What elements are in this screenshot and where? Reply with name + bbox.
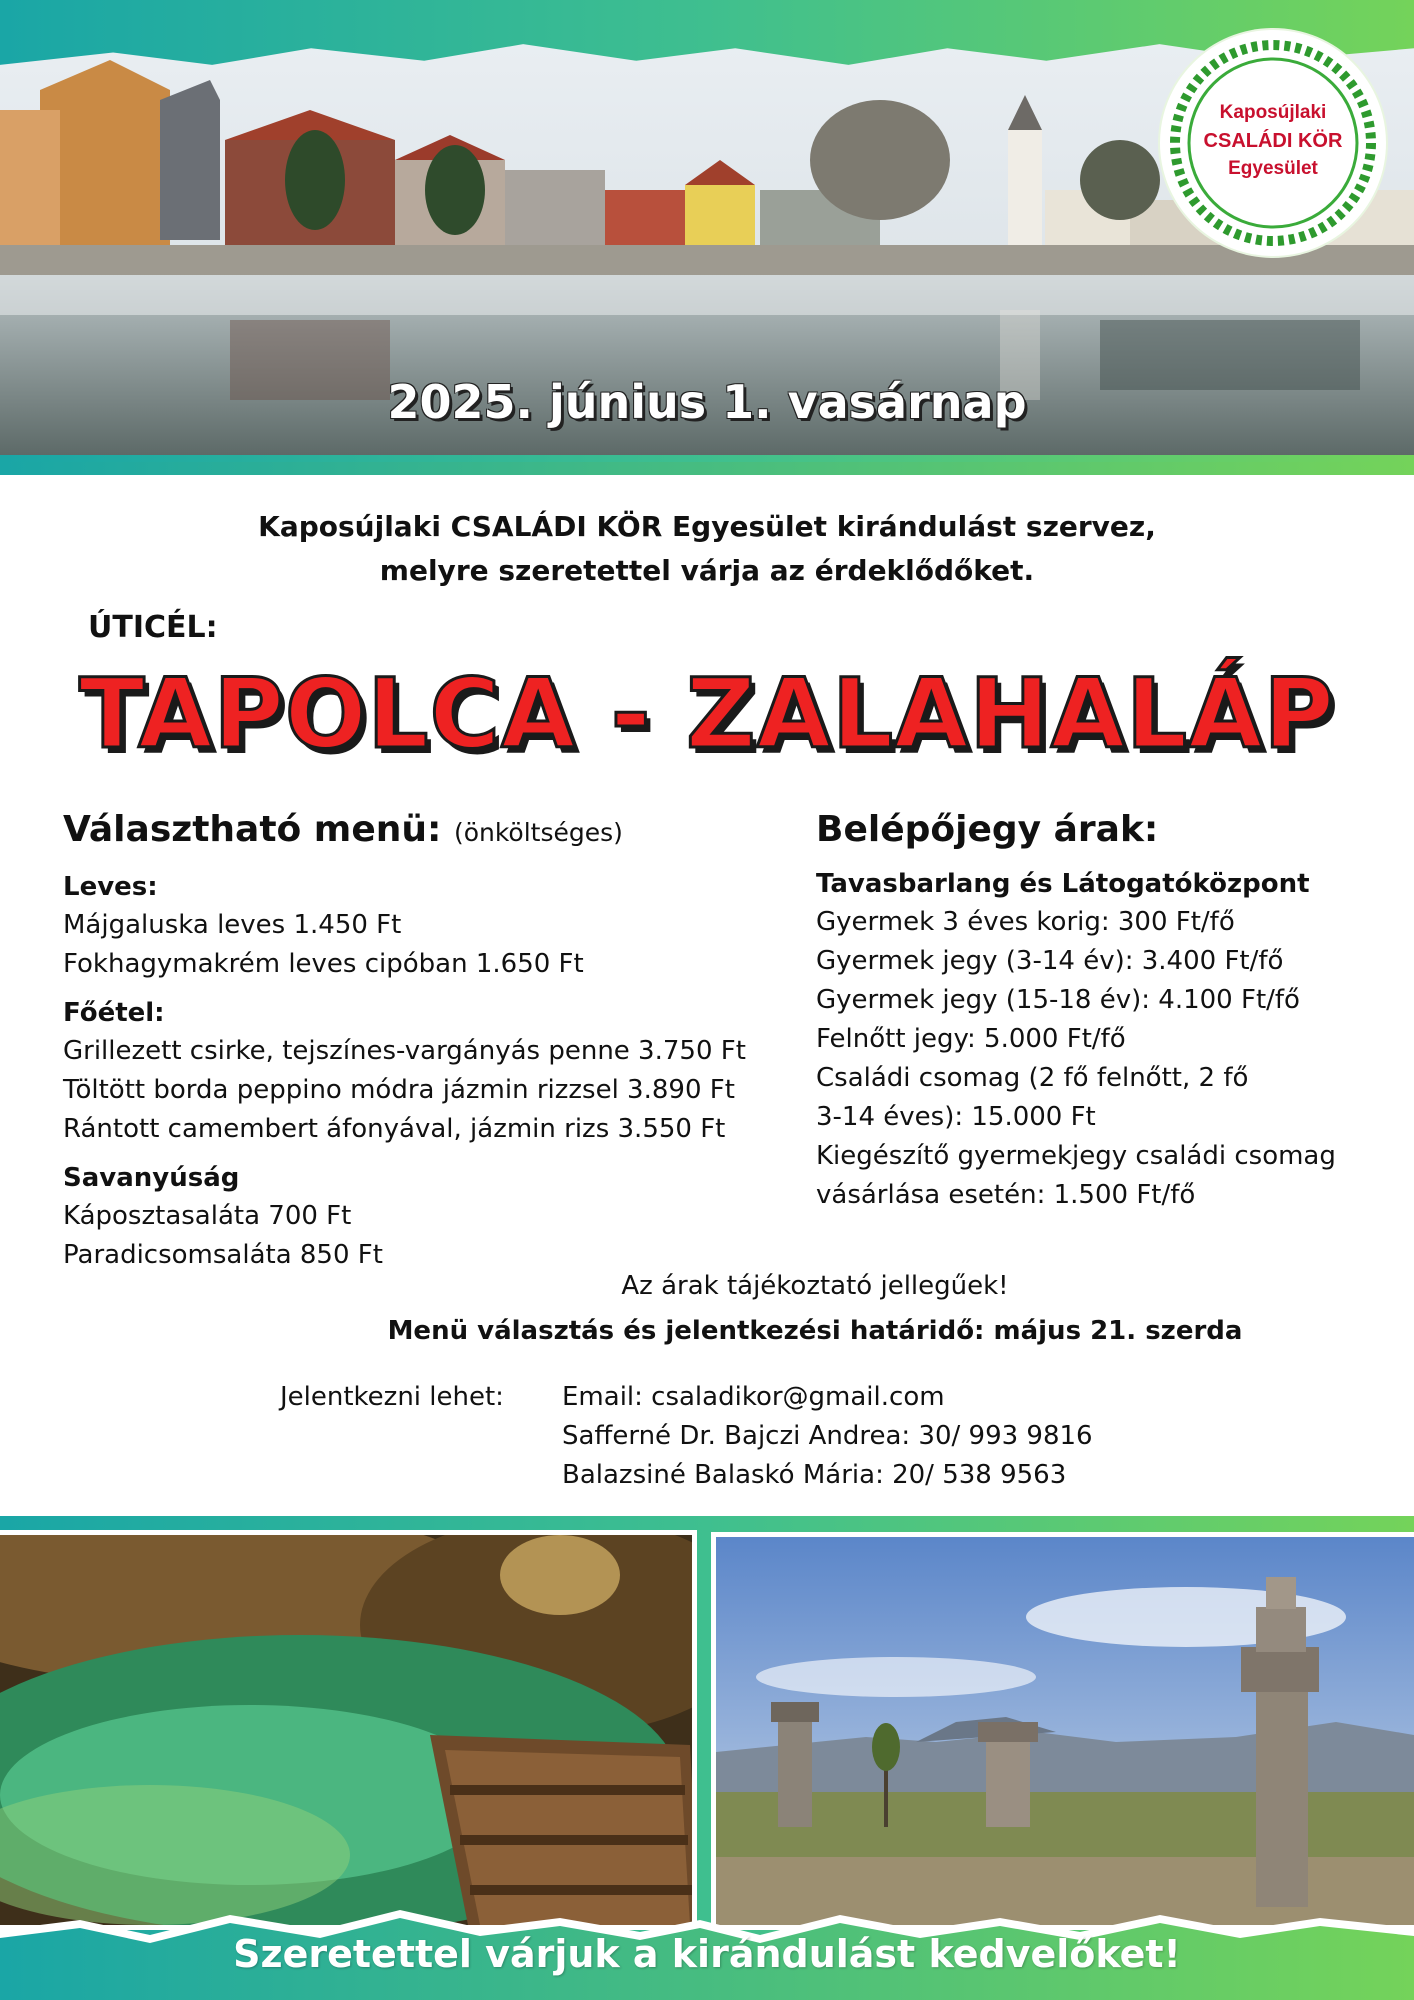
photo-zalahalap-stone-sculptures bbox=[711, 1532, 1414, 1930]
menu-group-salad bbox=[63, 1159, 783, 1275]
ticket-prices-section bbox=[816, 805, 1376, 1215]
menu-group-title: Leves: bbox=[63, 872, 158, 902]
menu-title bbox=[63, 805, 783, 858]
ticket-item: 3-14 éves): 15.000 Ft bbox=[816, 1102, 1096, 1132]
ticket-item: Gyermek jegy (15-18 év): 4.100 Ft/fő bbox=[816, 985, 1300, 1015]
destination-label: ÚTICÉL: bbox=[88, 610, 218, 645]
photo-cave-boat bbox=[0, 1530, 697, 1930]
menu-item: Fokhagymakrém leves cipóban 1.650 Ft bbox=[63, 949, 584, 979]
menu-item: Májgaluska leves 1.450 Ft bbox=[63, 910, 402, 940]
menu-item: Paradicsomsaláta 850 Ft bbox=[63, 1240, 383, 1270]
event-date: 2025. június 1. vasárnap bbox=[387, 375, 1027, 429]
destination-title: TAPOLCA - ZALAHALÁP bbox=[79, 658, 1335, 770]
contact-person-2: Balazsiné Balaskó Mária: 20/ 538 9563 bbox=[562, 1460, 1067, 1490]
ticket-item: Kiegészítő gyermekjegy családi csomag bbox=[816, 1141, 1336, 1171]
header-divider-stripe bbox=[0, 462, 1414, 475]
ticket-item: Felnőtt jegy: 5.000 Ft/fő bbox=[816, 1024, 1126, 1054]
contact-email[interactable]: Email: csaladikor@gmail.com bbox=[562, 1382, 945, 1412]
menu-item: Töltött borda peppino módra jázmin rizzsel 3.890 Ft bbox=[63, 1075, 735, 1105]
menu-group-main-course bbox=[63, 994, 783, 1149]
ticket-item: Családi csomag (2 fő felnőtt, 2 fő bbox=[816, 1063, 1249, 1093]
menu-item: Káposztasaláta 700 Ft bbox=[63, 1201, 352, 1231]
menu-group-title: Savanyúság bbox=[63, 1163, 240, 1193]
menu-group-title: Főétel: bbox=[63, 998, 165, 1028]
ticket-item: Gyermek jegy (3-14 év): 3.400 Ft/fő bbox=[816, 946, 1284, 976]
footer-slogan: Szeretettel várjuk a kirándulást kedvelőket! bbox=[233, 1932, 1181, 1976]
logo-line-2: CSALÁDI KÖR bbox=[1203, 130, 1343, 152]
menu-item: Grillezett csirke, tejszínes-vargányás penne 3.750 Ft bbox=[63, 1036, 746, 1066]
menu-note: (önköltséges) bbox=[453, 818, 623, 847]
menu-item: Rántott camembert áfonyával, jázmin rizs 3.550 Ft bbox=[63, 1114, 726, 1144]
ticket-title: Belépőjegy árak: bbox=[816, 809, 1159, 850]
club-logo bbox=[1160, 30, 1386, 256]
ticket-venue: Tavasbarlang és Látogatóközpont bbox=[816, 869, 1310, 899]
price-disclaimer: Az árak tájékoztató jellegűek! bbox=[621, 1271, 1009, 1301]
logo-line-1: Kaposújlaki bbox=[1219, 102, 1327, 123]
contact-list bbox=[562, 1378, 1093, 1495]
menu-title-text: Választható menü: bbox=[63, 809, 442, 850]
logo-line-3: Egyesület bbox=[1228, 158, 1318, 179]
registration-deadline: Menü választás és jelentkezési határidő: május 21. szerda bbox=[387, 1316, 1243, 1346]
menu-group-soup bbox=[63, 868, 783, 984]
intro-text bbox=[0, 505, 1414, 593]
intro-line-1: Kaposújlaki CSALÁDI KÖR Egyesület kirándulást szervez, bbox=[258, 510, 1156, 543]
intro-line-2: melyre szeretettel várja az érdeklődőket. bbox=[379, 554, 1035, 587]
ticket-item: Gyermek 3 éves korig: 300 Ft/fő bbox=[816, 907, 1235, 937]
contact-label: Jelentkezni lehet: bbox=[280, 1382, 504, 1412]
contact-person-1: Safferné Dr. Bajczi Andrea: 30/ 993 9816 bbox=[562, 1421, 1093, 1451]
ticket-item: vásárlása esetén: 1.500 Ft/fő bbox=[816, 1180, 1196, 1210]
menu-section bbox=[63, 805, 783, 1283]
